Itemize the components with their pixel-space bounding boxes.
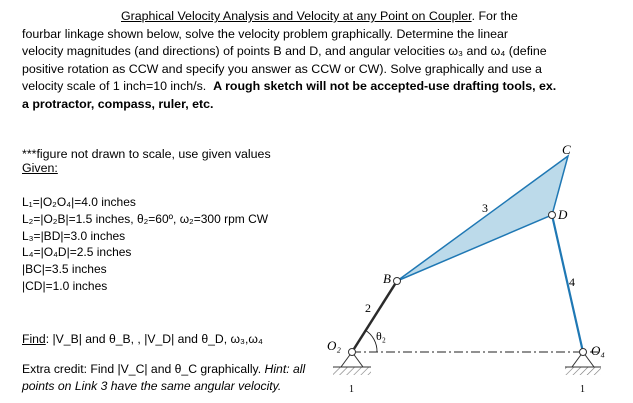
problem-line-2: fourbar linkage shown below, solve the velocity problem graphically. Determine the linear xyxy=(22,26,509,41)
problem-line-1-rest: . For the xyxy=(471,9,518,23)
problem-line-5-normal: velocity scale of 1 inch=10 inch/s. xyxy=(22,79,207,94)
label-o4: O₄ xyxy=(591,343,605,358)
label-link-3: 3 xyxy=(482,201,488,215)
given-value: L₁=|O₂O₄|=4.0 inches xyxy=(22,195,136,209)
given-value: L₄=|O₄D|=2.5 inches xyxy=(22,245,132,260)
extra-credit-text: Extra credit: Find |V_C| and θ_C graphically. xyxy=(22,362,262,376)
given-heading: Given: xyxy=(22,161,58,175)
rocker-link-4 xyxy=(552,215,583,352)
problem-line-4: positive rotation as CCW and specify you answer as CCW or CW). Solve graphically and use a xyxy=(22,61,542,76)
find-label: Find xyxy=(22,332,46,346)
problem-line-5-bold: A rough sketch will not be accepted-use drafting tools, ex. xyxy=(213,79,557,94)
scale-note: ***figure not drawn to scale, use given values xyxy=(22,147,271,161)
given-value: L₂=|O₂B|=1.5 inches, θ₂=60º, ω₂=300 rpm CW xyxy=(22,211,269,226)
extra-credit-hint: Hint: all xyxy=(264,362,306,376)
label-ground-right: 1 xyxy=(580,384,585,395)
label-b: B xyxy=(383,271,391,286)
label-d: D xyxy=(558,207,568,222)
problem-line-6: a protractor, compass, ruler, etc. xyxy=(22,96,214,111)
given-value: |CD|=1.0 inches xyxy=(22,278,108,293)
theta2-label: θ₂ xyxy=(376,329,386,343)
label-link-2: 2 xyxy=(365,301,371,315)
find-text: : |V_B| and θ_B, , |V_D| and θ_D, ω₃,ω₄ xyxy=(45,332,263,346)
joint-b xyxy=(394,278,401,285)
label-c: C xyxy=(562,142,571,157)
given-value: L₃=|BD|=3.0 inches xyxy=(22,228,126,243)
problem-line-3: velocity magnitudes (and directions) of points B and D, and angular velocities ω₃ and ω₄ (define xyxy=(22,44,547,59)
problem-title: Graphical Velocity Analysis and Velocity at any Point on Coupler xyxy=(121,9,472,23)
label-ground-left: 1 xyxy=(349,384,354,395)
label-link-4: 4 xyxy=(569,275,575,289)
extra-credit-line-2: points on Link 3 have the same angular velocity. xyxy=(22,379,282,393)
joint-d xyxy=(549,212,556,219)
coupler-link-3 xyxy=(397,156,568,281)
given-value: |BC|=3.5 inches xyxy=(22,262,107,277)
label-o2: O₂ xyxy=(327,338,341,353)
